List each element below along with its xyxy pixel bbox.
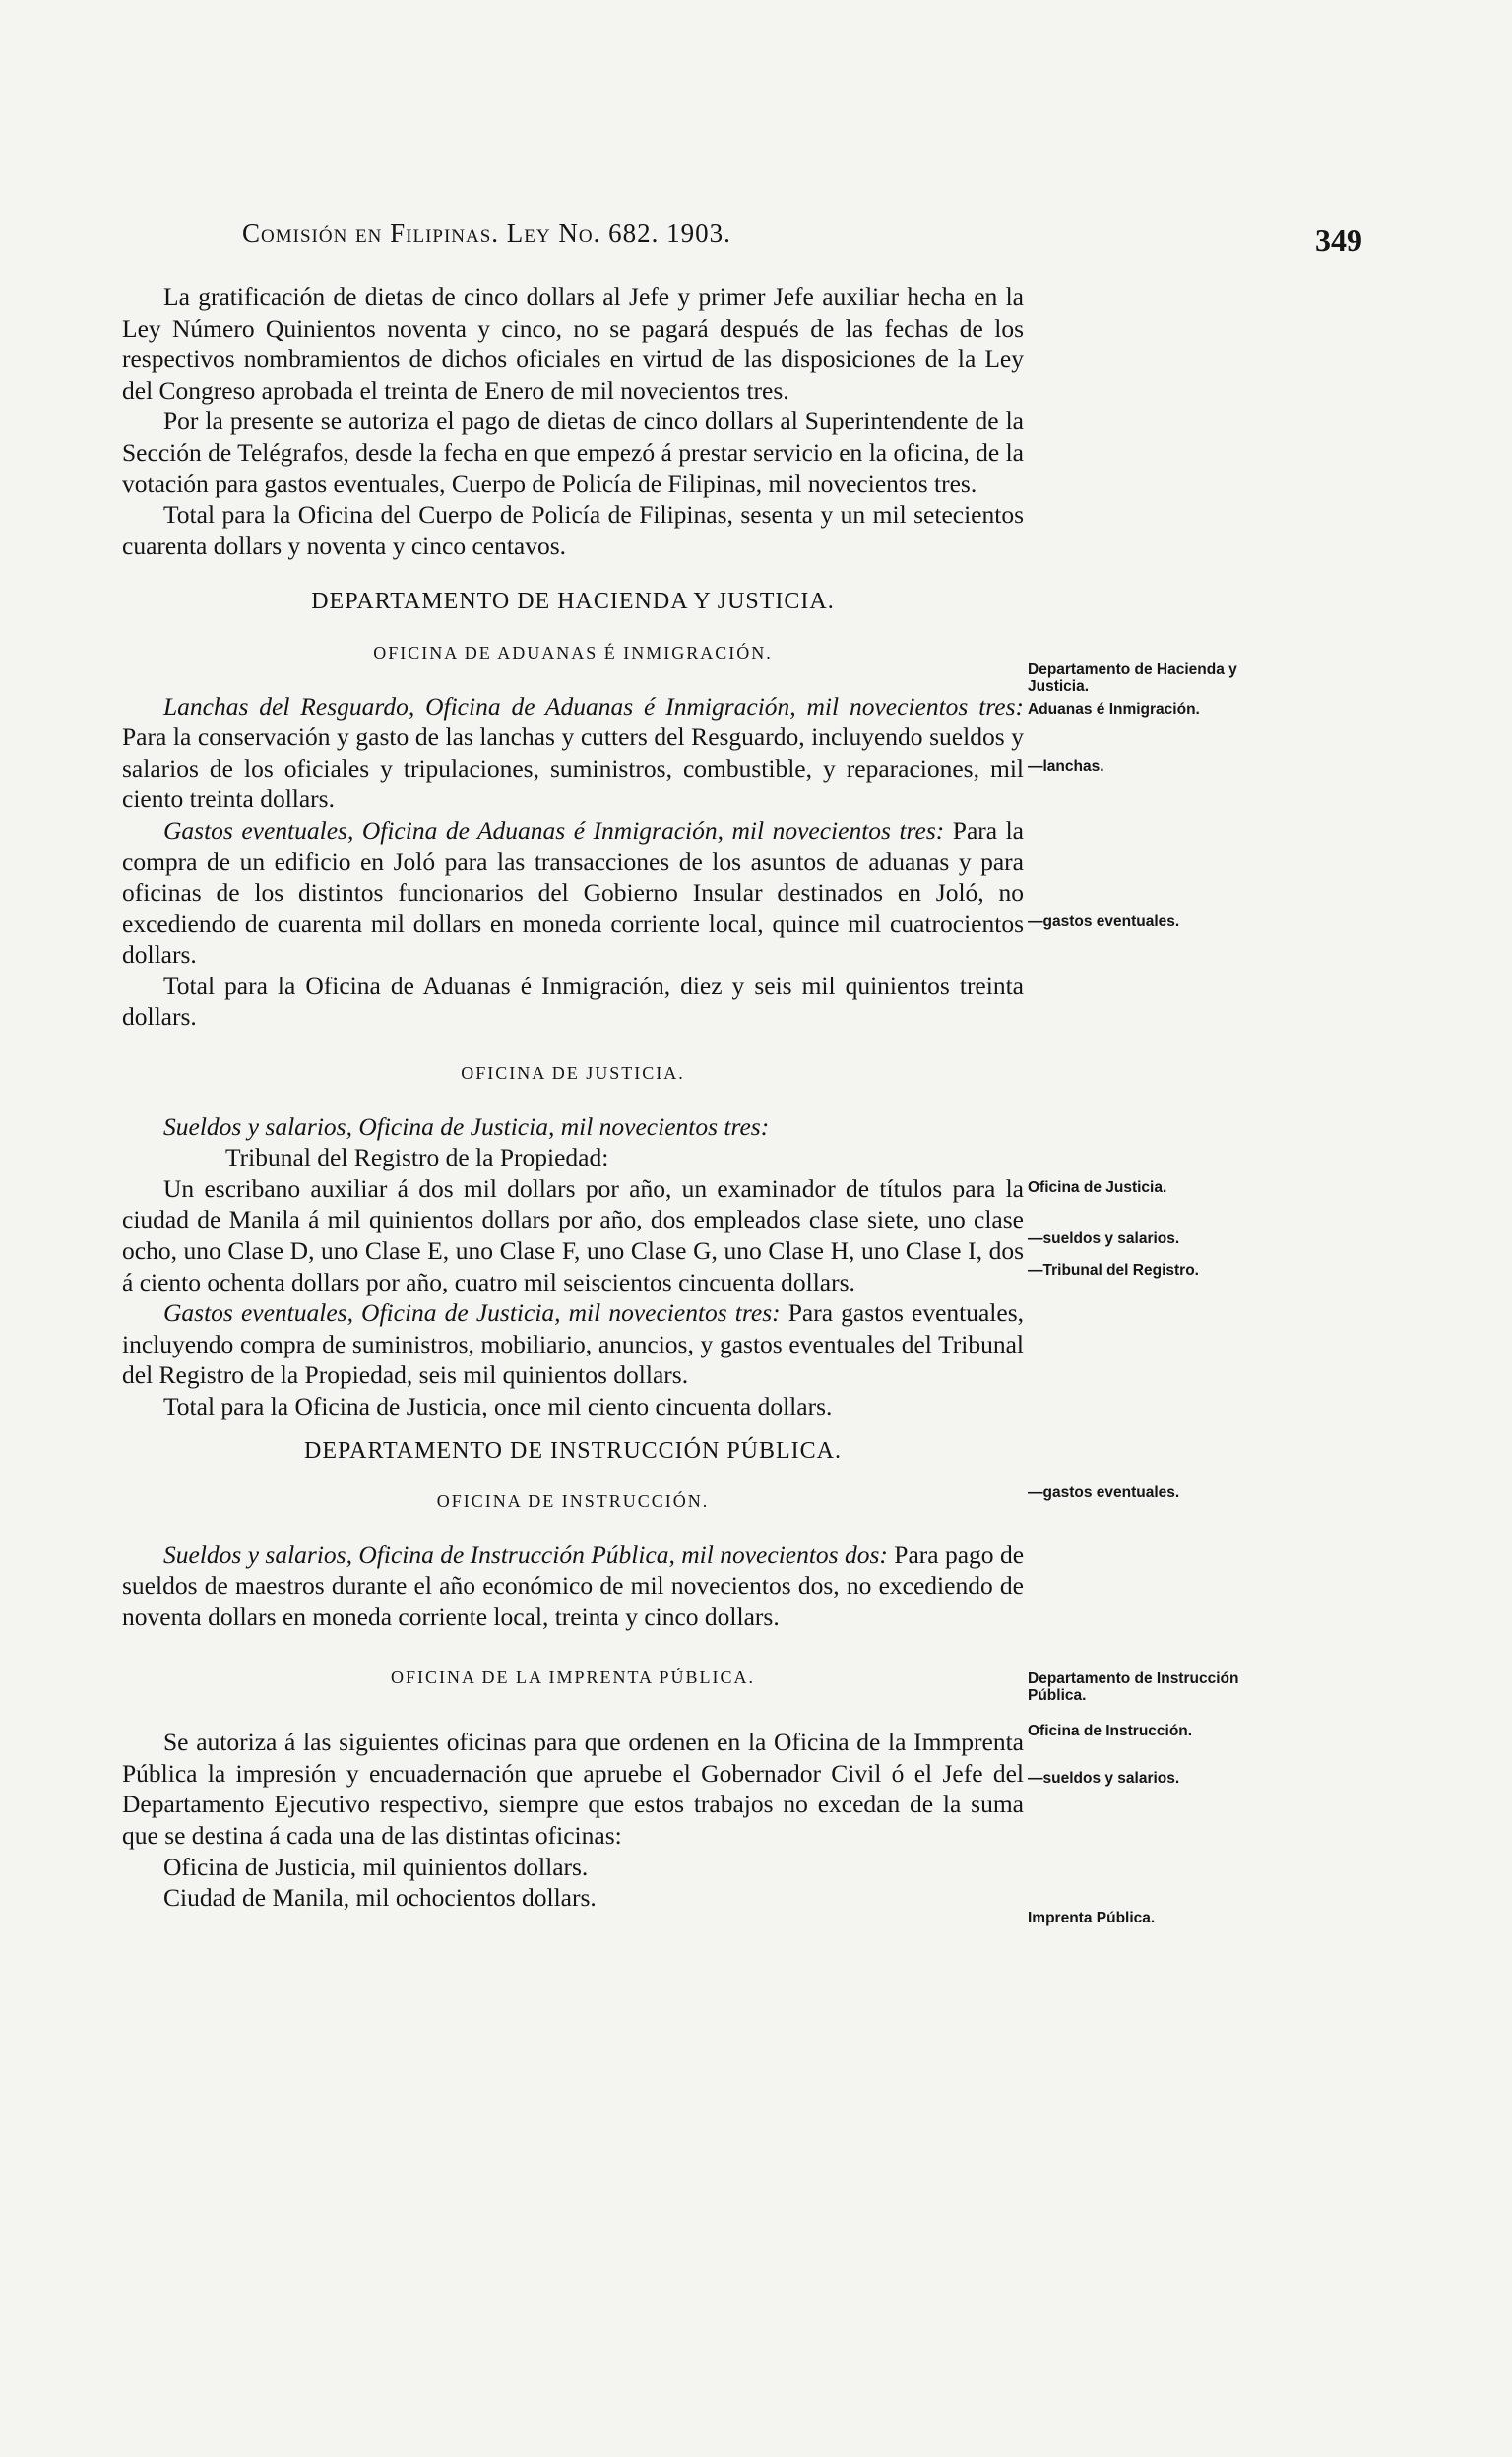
paragraph-tribunal: Un escribano auxiliar á dos mil dollars por año, un examinador de títulos para la ciudad de Manila á mil quinientos dollars por año, dos empleados clase siete, uno clase ocho, uno Clase D, uno Clase E, uno Clase F, uno Clase G, uno Clase H, uno Clase I, dos á ciento ochenta dollars por año, cuatro mil seiscientos cincuenta dollars.	[122, 1173, 1024, 1296]
margin-note-sueldos-justicia: —sueldos y salarios.	[1028, 1230, 1180, 1247]
gastos-justicia-title: Gastos eventuales, Oficina de Justicia, mil novecientos tres:	[163, 1298, 781, 1328]
main-text	[122, 282, 1024, 1914]
gastos-aduanas-title: Gastos eventuales, Oficina de Aduanas é Inmigración, mil novecientos tres:	[163, 815, 945, 845]
margin-note-gastos-aduanas: —gastos eventuales.	[1028, 914, 1180, 930]
heading-aduanas: OFICINA DE ADUANAS É INMIGRACIÓN.	[373, 642, 773, 662]
lanchas-text: Para la conservación y gasto de las lanchas y cutters del Resguardo, incluyendo sueldos y salarios de los oficiales y tripulaciones, suministros, combustible, y reparaciones, mil ciento treinta dollars.	[122, 723, 1024, 814]
heading-imprenta: OFICINA DE LA IMPRENTA PÚBLICA.	[390, 1667, 756, 1687]
heading-instruccion-publica: DEPARTAMENTO DE INSTRUCCIÓN PÚBLICA.	[303, 1437, 842, 1464]
imprenta-item-manila: Ciudad de Manila, mil ochocientos dollars.	[163, 1883, 597, 1913]
paragraph-gratificacion: La gratificación de dietas de cinco dollars al Jefe y primer Jefe auxiliar hecha en la Ley Número Quinientos noventa y cinco, no se pagará después de las fechas de los respectivos nombramientos de dichos oficiales en virtud de las disposiciones de la Ley del Congreso aprobada el treinta de Enero de mil novecientos tres.	[122, 283, 1024, 405]
page-number: 349	[1315, 222, 1362, 258]
gastos-justicia-text: Para gastos eventuales, incluyendo compra de suministros, mobiliario, anuncios, y gastos eventuales del Tribunal del Registro de la Propiedad, seis mil quinientos dollars.	[122, 1298, 1025, 1390]
margin-note-instruccion-office: Oficina de Instrucción.	[1028, 1723, 1193, 1739]
heading-instruccion: OFICINA DE INSTRUCCIÓN.	[436, 1491, 710, 1512]
gastos-aduanas-text: Para la compra de un edificio en Joló para las transacciones de los asuntos de aduanas y para oficinas de los distintos funcionarios del Gobierno Insular destinados en Joló, no excediendo de cuarenta mil dollars en moneda corriente local, quince mil cuatrocientos dollars.	[122, 815, 1025, 970]
running-header: Comisión en Filipinas. Ley No. 682. 1903.	[242, 219, 731, 248]
imprenta-item-justicia: Oficina de Justicia, mil quinientos dollars.	[163, 1852, 589, 1881]
margin-note-justicia: Oficina de Justicia.	[1028, 1179, 1167, 1196]
heading-hacienda-justicia: DEPARTAMENTO DE HACIENDA Y JUSTICIA.	[311, 589, 835, 615]
margin-note-aduanas: Aduanas é Inmigración.	[1028, 701, 1200, 718]
paragraph-gastos-aduanas	[122, 815, 1024, 971]
margin-note-sueldos-instruccion: —sueldos y salarios.	[1028, 1770, 1180, 1787]
paragraph-imprenta-intro: Se autoriza á las siguientes oficinas para que ordenen en la Oficina de la Immprenta Pública la impresión y encuadernación que apruebe el Gobernador Civil ó el Jefe del Departamento Ejecutivo respectivo, siempre que estos trabajos no excedan de la suma que se destina á cada una de las distintas oficinas:	[122, 1728, 1024, 1850]
margin-note-hacienda: Departamento de Hacienda y Justicia.	[1028, 662, 1237, 695]
paragraph-total-justicia: Total para la Oficina de Justicia, once mil ciento cincuenta dollars.	[163, 1392, 833, 1420]
paragraph-lanchas	[122, 691, 1024, 815]
paragraph-total-policia: Total para la Oficina del Cuerpo de Policía de Filipinas, sesenta y un mil setecientos cuarenta dollars y noventa y cinco centavos.	[122, 500, 1024, 560]
margin-note-lanchas: —lanchas.	[1028, 758, 1104, 775]
sueldos-justicia-title: Sueldos y salarios, Oficina de Justicia, mil novecientos tres:	[163, 1111, 770, 1141]
margin-note-gastos-justicia: —gastos eventuales.	[1028, 1484, 1180, 1501]
margin-note-tribunal: —Tribunal del Registro.	[1028, 1262, 1199, 1279]
tribunal-heading: Tribunal del Registro de la Propiedad:	[225, 1143, 609, 1172]
paragraph-total-aduanas: Total para la Oficina de Aduanas é Inmigración, diez y seis mil quinientos treinta dollars.	[122, 971, 1024, 1032]
paragraph-gastos-justicia	[122, 1297, 1024, 1391]
margin-note-instruccion-dept: Departamento de Instrucción Pública.	[1028, 1670, 1239, 1704]
sueldos-instruccion-text: Para pago de sueldos de maestros durante el año económico de mil novecientos dos, no excediendo de noventa dollars en moneda corriente local, treinta y cinco dollars.	[122, 1540, 1025, 1631]
heading-justicia: OFICINA DE JUSTICIA.	[461, 1063, 685, 1084]
paragraph-telegrafos: Por la presente se autoriza el pago de dietas de cinco dollars al Superintendente de la Sección de Telégrafos, desde la fecha en que empezó á prestar servicio en la oficina, de la votación para gastos eventuales, Cuerpo de Policía de Filipinas, mil novecientos tres.	[122, 407, 1024, 498]
lanchas-title: Lanchas del Resguardo, Oficina de Aduanas é Inmigración, mil novecientos tres:	[163, 691, 1024, 721]
margin-note-imprenta: Imprenta Pública.	[1028, 1910, 1156, 1926]
sueldos-instruccion-title: Sueldos y salarios, Oficina de Instrucción Pública, mil novecientos dos:	[163, 1540, 888, 1569]
paragraph-sueldos-instruccion	[122, 1540, 1024, 1633]
